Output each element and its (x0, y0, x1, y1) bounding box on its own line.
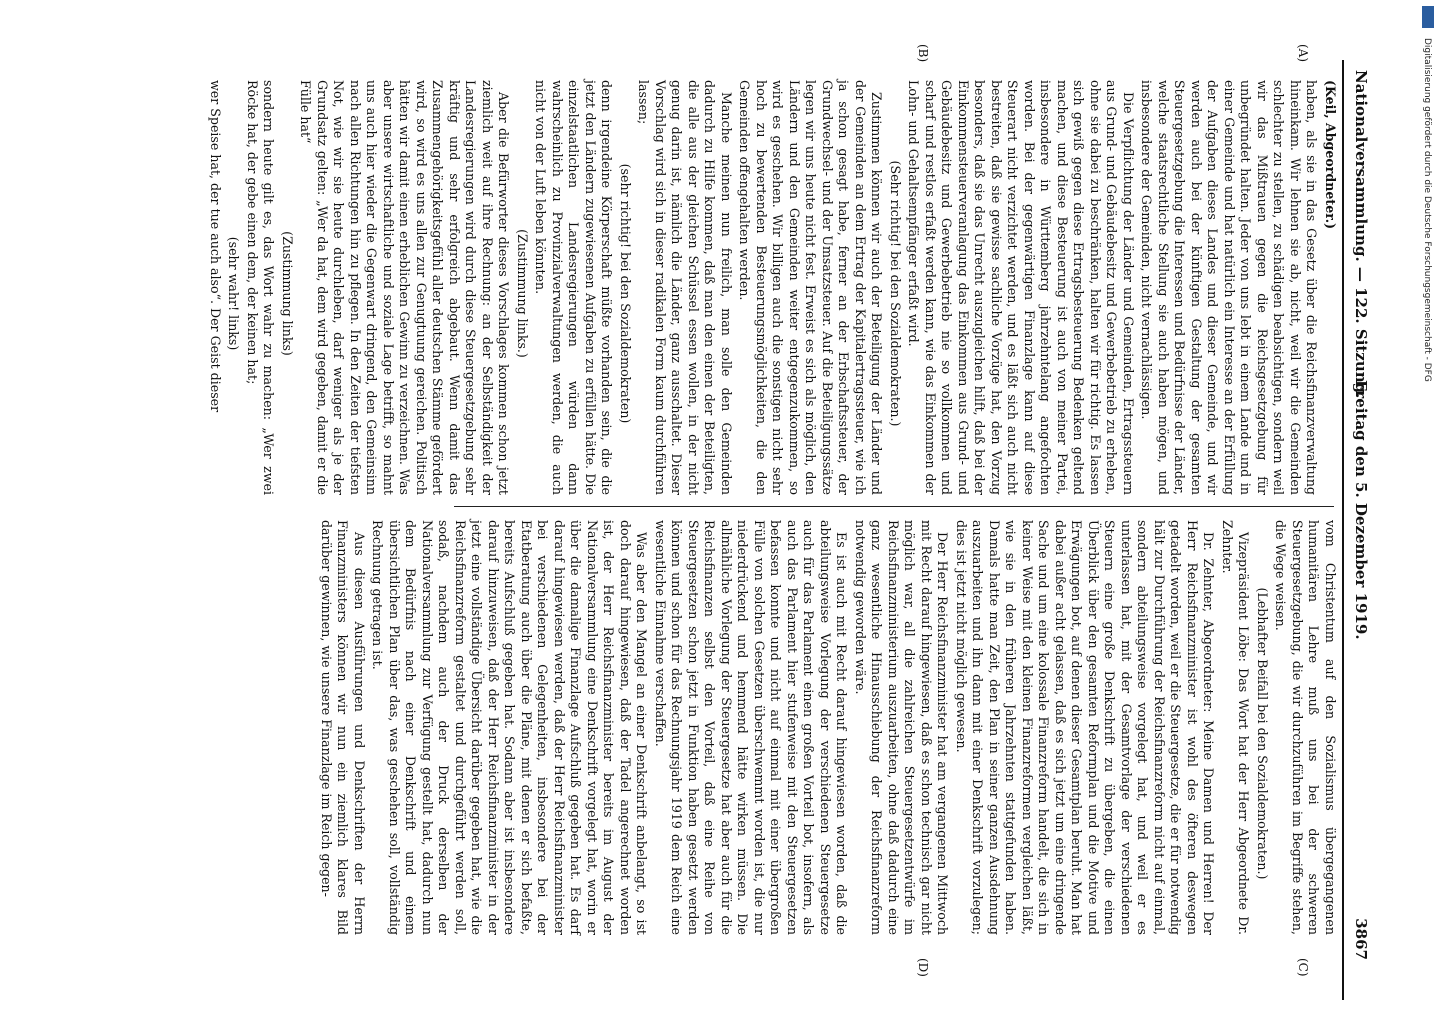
paragraph: Zustimmen können wir auch der Beteiligung der Länder und der Gemeinden an dem Ertrag der Kapitalertragssteuer, wie ich ja schon gesagt habe, ferner an der Erbschaftssteuer, der Grundwechsel- und der Umsatzsteuer. Auf die Beteiligungssätze legen wir uns heute nicht fest. Erweist es sich als möglich, den Ländern und den Gemeinden weiter entgegenzukommen, so wird es geschehen. Wir billigen auch die sonstigen nicht sehr hoch zu bewertenden Besteuerungsmöglichkeiten, die den Gemeinden offengehalten werden. (737, 80, 885, 495)
header-date: Freitag den 5. Dezember 1919. (1352, 380, 1370, 640)
header-left: Nationalversammlung. — 122. Sitzung. (1352, 70, 1370, 399)
interjection: (Zustimmung links) (280, 231, 295, 356)
digitization-sidebar (1423, 8, 1434, 994)
page-header (1340, 0, 1370, 1000)
paragraph: sondern heute gilt es, das Wort wahr zu machen: „Wer zwei Röcke hat, der gebe einen dem, der keinen hat; (245, 80, 277, 495)
paragraph: Es ist auch mit Recht darauf hingewiesen worden, daß die abteilungsweise Vorlegung der verschiedenen Steuergesetze auch für das Parlament einen großen Vorteil bot, insofern, als auch das Parlament hier stufenweise mit den Steuergesetzen befassen konnte und nicht auf einmal mit einer übergroßen Fülle von solchen Gesetzen überschwemmt worden ist, die nur niederdrückend und hemmend hätte wirken müssen. Die allmähliche Vorlegung der Steuergesetze hat aber auch für die Reichsfinanzen selbst den Vorteil, daß eine Reihe von Steuergesetzen schon jetzt in Funktion haben gesetzt werden können und schon für das Rechnungsjahr 1919 dem Reich eine wesentliche Einnahme verschaffen. (653, 520, 850, 935)
margin-letter-b: (B) (916, 44, 930, 63)
paragraph: Aus diesen Ausführungen und Denkschriften der Herrn Finanzministers können wir nun ein ziemlich klares Bild darüber gewinnen, wie unsere Finanzlage im Reich gegen- (319, 520, 367, 935)
interjection: (Zustimmung links.) (515, 229, 530, 358)
rotated-page-content (30, 0, 1410, 1000)
digitization-note: Digitalisierung gefördert durch die Deutsche Forschungsgemeinschaft - DFG (1422, 38, 1432, 382)
paragraph: Was aber den Mangel an einer Denkschrift anbelangt, so ist doch darauf hingewiesen, daß der Tadel angerechnet worden ist, der Herr Reichsfinanzminister bereits im August der Nationalversammlung eine Denkschrift vorgelegt hat, worin er über die damalige Finanzlage Aufschluß gegeben hat. Es darf darauf hingewiesen werden, daß der Herr Reichsfinanzminister bei verschiedenen Gelegenheiten, insbesondere bei der Etatberatung auch über die Pläne, mit denen er sich befaßte, bereits Aufschluß gegeben hat. Sodann aber ist insbesondere darauf hinzuweisen, daß der Herr Reichsfinanzminister in der jetzt eine vollständige Übersicht darüber gegeben hat, wie die Reichsfinanzreform gestaltet und durchgeführt werden soll, sodaß, nachdem auch der Druck derselben der Nationalversammlung zur Verfügung gestellt hat, dadurch nun dem Bedürfnis nach einer Denkschrift und einem übersichtlichen Plan über das, was geschehen soll, vollständig Rechnung getragen ist. (370, 520, 650, 935)
paragraph: Dr. Zehnter, Abgeordneter: Meine Damen und Herren! Der Herr Reichsfinanzminister ist wohl des öfteren deswegen getadelt worden, weil er die Steuergesetze, die er für notwendig hält zur Durchführung der Reichsfinanzreform nicht auf einmal, sondern abteilungsweise vorgelegt hat, und weil er es unterlassen hat, mit der Gesamtvorlage der verschiedenen Steuern eine große Denkschrift zu übergeben, die einen Überblick über den gesamten Reformplan und die Motive und Erwägungen bot, auf denen dieser Gesamtplan beruht. Man hat dabei außer acht gelassen, daß es sich jetzt um eine dringende Sache und um eine kolossale Finanzreform handelt, die sich in keiner Weise mit den kleinen Finanzreformen vergleichen läßt, wie sie in den früheren Jahrzehnten stattgefunden haben. Damals hatte man Zeit, den Plan in seiner ganzen Ausdehnung auszuarbeiten und ihn dann mit einer Denkschrift vorzulegen; dies ist jetzt nicht möglich gewesen. (954, 520, 1217, 935)
interjection: (sehr wahr! links) (226, 236, 242, 351)
page-number: 3867 (1352, 918, 1370, 960)
paragraph: haben, als sie in das Gesetz über die Reichsfinanzverwaltung hineinkam. Wir lehnen sie ab, nicht, weil wir die Gemeinden schlechter zu stellen, zu schädigen beabsichtigen, sondern weil wir das Mißtrauen gegen die Reichsgesetzgebung für unbegründet halten. Jeder von uns lebt in einem Lande und in einer Gemeinde und hat natürlich ein Interesse an der Erfüllung der Aufgaben dieses Landes und dieser Gemeinde, und wir werden auch bei der künftigen Gestaltung der gesamten Steuergesetzgebung die Interessen und Bedürfnisse der Länder, welche staatsrechtliche Stellung sie auch haben mögen, und insbesondere der Gemeinden, nicht vernachlässigen. (1139, 80, 1320, 495)
paragraph: vom Christentum auf den Sozialismus übergegangenen humanitären Lehre muß uns bei der schweren Steuergesetzgebung, die wir durchzuführen im Begriffe stehen, die Wege weisen. (1273, 520, 1338, 935)
margin-letter-d: (D) (916, 958, 930, 977)
paragraph: Manche meinen nun freilich, man solle den Gemeinden dadurch zu Hilfe kommen, daß man den einen der Beteiligten, die alle aus der gleichen Schüssel essen wollen, in der nicht genug darin ist, nämlich die Länder, ganz ausschaltet. Dieser Vorschlag wird sich in dieser radikalen Form kaum durchführen lassen; (636, 80, 734, 495)
margin-letter-a: (A) (1296, 44, 1310, 63)
paragraph: Aber die Befürworter dieses Vorschlages kommen schon jetzt ziemlich weit auf ihre Rechnung: an der Selbständigkeit der Landesregierungen wird durch diese Steuergesetzgebung sehr kräftig und sehr erfolgreich abgebaut. Wenn damit das Zusammengehörigkeitsgefühl aller deutschen Stämme gefördert wird, so wird es uns allen zur Genugtuung gereichen. Politisch hätten wir damit einen erheblichen Gewinn zu verzeichnen. Was aber unsere wirtschaftliche und soziale Lage betrifft, so mahnt uns auch hier wieder die Gegenwart dringend, den Gemeinsinn nach allen Richtungen hin zu pflegen. In den Zeiten der tiefsten Not, wie wir sie heute durchleben, darf weniger als je der Grundsatz gelten: „Wer da hat, dem wird gegeben, damit er die Fülle hat“ (298, 80, 512, 495)
interjection: (Lebhafter Beifall bei den Sozialdemokraten.) (1255, 587, 1270, 880)
speaker-note: (Keil, Abgeordneter.) (1323, 80, 1338, 230)
column-divider (454, 506, 1334, 507)
speaker-announcement: Vizepräsident Löbe: Das Wort hat der Herr Abgeordnete Dr. Zehnter. (1220, 520, 1252, 935)
margin-letter-c: (C) (1296, 958, 1310, 977)
paragraph: wer Speise hat, der tue auch also“. Der Geist dieser (208, 80, 223, 413)
column-right (316, 520, 1339, 935)
header-rule (1342, 60, 1344, 1000)
column-left (205, 80, 1339, 495)
interjection: (Sehr richtig! bei den Sozialdemokraten.) (888, 160, 903, 427)
paragraph: Der Herr Reichsfinanzminister hat am vergangenen Mittwoch mit Recht darauf hingewiesen, daß es schon technisch gar nicht möglich war, all die zahlreichen Steuergesetzentwürfe im Reichsfinanzministerium auszuarbeiten, ohne daß dadurch eine ganz wesentliche Hinausschiebung der Reichsfinanzreform notwendig geworden wäre. (853, 520, 951, 935)
paragraph: Die Verpflichtung der Länder und Gemeinden, Ertragssteuern aus Grund- und Gebäudebesitz und Gewerbebetrieb zu erheben, ohne sie dabei zu beschränken, halten wir für richtig. Es lassen sich gewiß gegen diese Ertragsbesteuerung Bedenken geltend machen, und diese Besteuerung ist auch von meiner Partei, insbesondere in Württemberg jahrzehntelang angefochten worden. Bei der gegenwärtigen Finanzlage kann auf diese Steuerart nicht verzichtet werden, und es läßt sich auch nicht bestreiten, daß sie gewisse sachliche Vorzüge hat, den Vorzug besonders, daß sie das Unrecht auszugleichen hilft, daß bei der Einkommensteuerveranlagung das Einkommen aus Grund- und Gebäudebesitz und Gewerbebetrieb nie so vollkommen und scharf und restlos erfaßt werden kann, wie das Einkommen der Lohn- und Gehaltsempfänger erfaßt wird. (906, 80, 1136, 495)
paragraph: denn irgendeine Körperschaft müßte vorhanden sein, die die jetzt den Ländern zugewiesenen Aufgaben zu erfüllen hätte. Die einzelstaatlichen Landesregierungen würden dann wahrscheinlich zu Provinzialverwaltungen werden, die auch nicht von der Luft leben könnten. (533, 80, 615, 495)
interjection: (sehr richtig! bei den Sozialdemokraten) (618, 163, 633, 424)
